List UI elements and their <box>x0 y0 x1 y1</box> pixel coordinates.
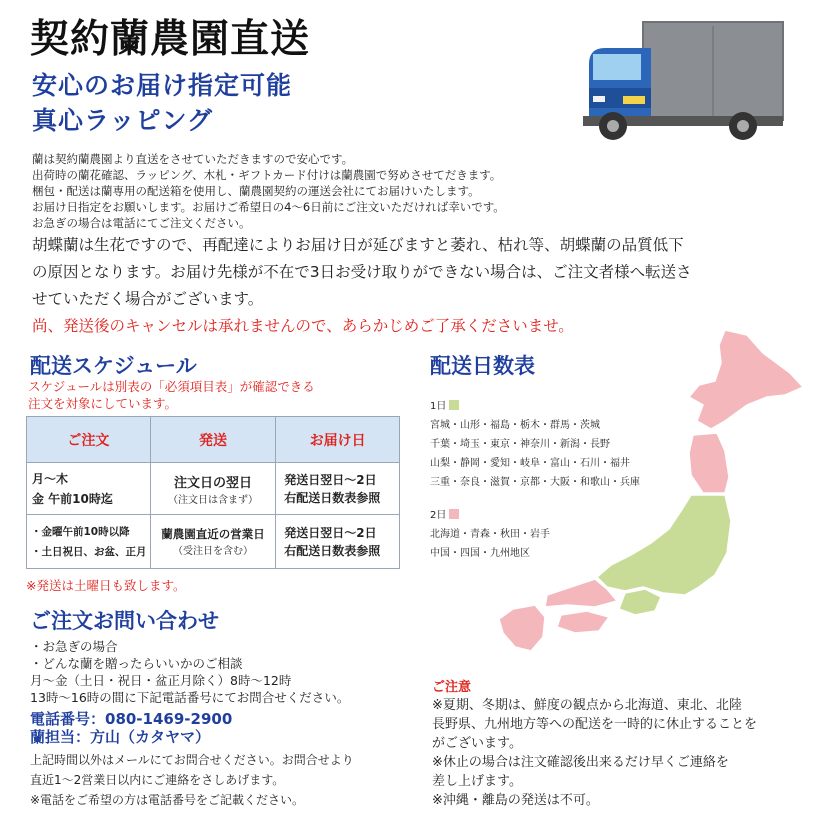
subtitle-delivery: 安心のお届け指定可能 <box>32 71 293 100</box>
intro-line: 蘭は契約蘭農園より直送をさせていただきますので安心です。 <box>32 152 354 166</box>
inquiry-footer-line: 上記時間以外はメールにてお問合せください。お問合せより <box>30 753 354 767</box>
delivery-days-heading: 配送日数表 <box>430 354 535 378</box>
inquiry-heading: ご注文お問い合わせ <box>30 609 219 633</box>
order-cell: ・土日祝日、お盆、正月 <box>31 545 147 558</box>
intro-line: 出荷時の蘭花確認、ラッピング、木札・ギフトカード付けは蘭農園で努めさせてだきます。 <box>32 168 502 182</box>
deliver-cell: 右配送日数表参照 <box>284 490 381 505</box>
ship-cell: 蘭農園直近の営業日 <box>161 527 265 541</box>
intro-line: お届け日指定をお願いします。お届けご希望日の4〜6日前にご注文いただければ幸いです。 <box>32 200 505 214</box>
schedule-heading: 配送スケジュール <box>30 354 197 378</box>
day1-label: 1日 <box>430 401 447 412</box>
inquiry-footer-line: 直近1〜2営業日以内にご連絡をさしあげます。 <box>30 773 285 787</box>
order-cell: ・金曜午前10時以降 <box>31 525 130 538</box>
caution-line: ※沖縄・離島の発送は不可。 <box>432 793 599 808</box>
intro-line: 梱包・配送は蘭専用の配送箱を使用し、蘭農園契約の運送会社にてお届けいたします。 <box>32 184 480 198</box>
day2-label: 2日 <box>430 510 447 521</box>
day1-pref-line: 三重・奈良・滋賀・京都・大阪・和歌山・兵庫 <box>430 477 640 488</box>
caution-line: 長野県、九州地方等への配送を一時的に休止することを <box>432 717 758 732</box>
caution-line: ※休止の場合は注文確認後出来るだけ早くご連絡を <box>432 755 729 770</box>
deliver-cell: 右配送日数表参照 <box>284 543 381 558</box>
caution-line: 差し上げます。 <box>432 774 522 789</box>
day2-pref-line: 北海道・青森・秋田・岩手 <box>430 529 550 540</box>
caution-line: ※夏期、冬期は、鮮度の観点から北海道、東北、北陸 <box>432 698 742 713</box>
day1-pref-line: 宮城・山形・福島・栃木・群馬・茨城 <box>430 420 600 431</box>
table-row <box>27 515 400 569</box>
contact-person: 蘭担当：方山（カタヤマ） <box>30 728 211 746</box>
order-cell: 金 午前10時迄 <box>32 491 113 506</box>
ship-note: （受注日を含む） <box>172 546 253 557</box>
schedule-note: スケジュールは別表の「必須項目表」が確認できる <box>28 379 315 394</box>
caution-heading: ご注意 <box>432 680 472 695</box>
day1-pref-line: 千葉・埼玉・東京・神奈川・新潟・長野 <box>430 439 610 450</box>
col-ship-header: 発送 <box>150 417 276 463</box>
schedule-note: 注文を対象にしています。 <box>28 396 178 411</box>
page-title: 契約蘭農園直送 <box>30 17 311 62</box>
subtitle-wrapping: 真心ラッピング <box>32 106 214 135</box>
intro-line: お急ぎの場合は電話にてご注文ください。 <box>32 216 251 230</box>
inquiry-line: 月〜金（土日・祝日・盆正月除く）8時〜12時 <box>30 673 292 688</box>
saturday-note: ※発送は土曜日も致します。 <box>26 578 186 593</box>
caution-line: がございます。 <box>432 736 522 751</box>
intro-notice-line: せていただく場合がございます。 <box>32 290 264 308</box>
deliver-cell: 発送日翌日〜2日 <box>284 525 377 540</box>
ship-note: （注文日は含まず） <box>167 494 258 506</box>
col-order-header: ご注文 <box>27 417 151 463</box>
phone-number[interactable]: 電話番号：080-1469-2900 <box>30 710 233 728</box>
inquiry-line: ・どんな蘭を贈ったらいいかのご相談 <box>30 656 243 671</box>
deliver-cell: 発送日翌日〜2日 <box>284 472 377 487</box>
col-deliver-header: お届け日 <box>276 417 400 463</box>
ship-cell: 注文日の翌日 <box>173 475 252 491</box>
day1-pref-line: 山梨・静岡・愛知・岐阜・富山・石川・福井 <box>430 458 630 469</box>
inquiry-line: 13時〜16時の間に下記電話番号にてお問合せください。 <box>30 690 350 705</box>
day2-pref-line: 中国・四国・九州地区 <box>430 548 530 559</box>
schedule-table <box>26 416 400 569</box>
inquiry-line: ・お急ぎの場合 <box>30 639 118 654</box>
intro-notice-line: の原因となります。お届け先様が不在で3日お受け取りができない場合は、ご注文者様へ転送さ <box>32 263 692 281</box>
day1-legend-swatch <box>449 400 459 410</box>
table-row <box>27 463 400 515</box>
cancel-warning: 尚、発送後のキャンセルは承れませんので、あらかじめご了承くださいませ。 <box>32 317 574 335</box>
truck-icon <box>583 18 788 143</box>
day2-legend-swatch <box>449 509 459 519</box>
intro-notice-line: 胡蝶蘭は生花ですので、再配達によりお届け日が延びますと萎れ、枯れ等、胡蝶蘭の品質低下 <box>32 236 684 254</box>
inquiry-footer-line: ※電話をご希望の方は電話番号をご記載ください。 <box>30 793 305 807</box>
order-cell: 月〜木 <box>32 471 69 486</box>
